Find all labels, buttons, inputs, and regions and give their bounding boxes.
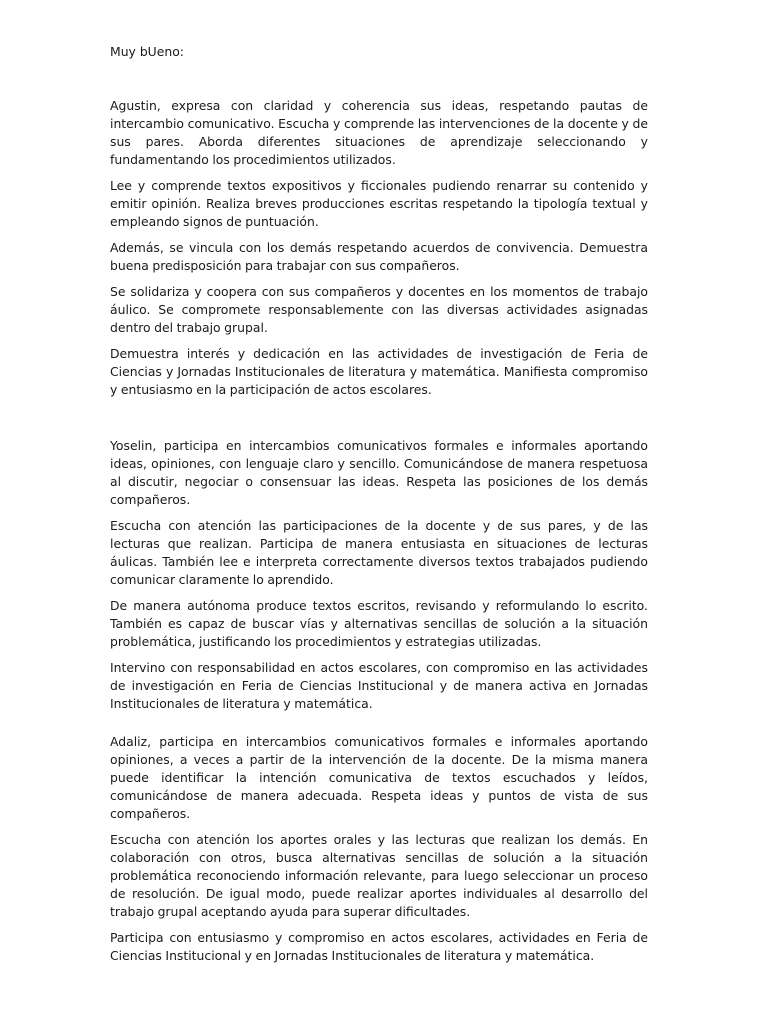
report-paragraph: Demuestra interés y dedicación en las actividades de investigación de Feria de Ciencias y Jornadas Institucionales de literatura y matemática. Manifiesta compromiso y entusiasmo en la participación de actos escolares.: [110, 346, 648, 397]
report-paragraph: Agustin, expresa con claridad y coherencia sus ideas, respetando pautas de intercambio comunicativo. Escucha y comprende las intervenciones de la docente y de sus pares. Aborda diferentes situaciones de aprendizaje seleccionando y fundamentando los procedimientos utilizados.: [110, 98, 648, 167]
student-report-adaliz: [110, 733, 648, 973]
report-paragraph: De manera autónoma produce textos escritos, revisando y reformulando lo escrito. También es capaz de buscar vías y alternativas sencillas de solución a la situación problemática, justificando los procedimientos y estrategias utilizadas.: [110, 598, 648, 649]
student-report-yoselin: [110, 437, 648, 721]
report-paragraph: Adaliz, participa en intercambios comunicativos formales e informales aportando opiniones, a veces a partir de la intervención de la docente. De la misma manera puede identificar la intención comunicativa de textos escuchados y leídos, comunicándose de manera adecuada. Respeta ideas y puntos de vista de sus compañeros.: [110, 734, 648, 821]
report-paragraph: Participa con entusiasmo y compromiso en actos escolares, actividades en Feria de Ciencias Institucional y en Jornadas Institucionales de literatura y matemática.: [110, 930, 648, 963]
report-paragraph: Lee y comprende textos expositivos y ficcionales pudiendo renarrar su contenido y emitir opinión. Realiza breves producciones escritas respetando la tipología textual y empleando signos de puntuación.: [110, 178, 648, 229]
report-paragraph: Yoselin, participa en intercambios comunicativos formales e informales aportando ideas, opiniones, con lenguaje claro y sencillo. Comunicándose de manera respetuosa al discutir, negociar o consensuar las ideas. Respeta las posiciones de los demás compañeros.: [110, 438, 648, 507]
greeting-line: Muy bUeno:: [110, 44, 184, 59]
report-paragraph: Se solidariza y coopera con sus compañeros y docentes en los momentos de trabajo áulico. Se compromete responsablemente con las diversas actividades asignadas dentro del trabajo grupal.: [110, 284, 648, 335]
report-paragraph: Escucha con atención las participaciones de la docente y de sus pares, y de las lecturas que realizan. Participa de manera entusiasta en situaciones de lecturas áulicas. También lee e interpreta correctamente diversos textos trabajados pudiendo comunicar claramente lo aprendido.: [110, 518, 648, 587]
report-paragraph: Intervino con responsabilidad en actos escolares, con compromiso en las actividades de investigación en Feria de Ciencias Institucional y de manera activa en Jornadas Institucionales de literatura y matemática.: [110, 660, 648, 711]
student-report-agustin: [110, 97, 648, 407]
report-paragraph: Escucha con atención los aportes orales y las lecturas que realizan los demás. En colaboración con otros, busca alternativas sencillas de solución a la situación problemática reconociendo información relevante, para luego seleccionar un proceso de resolución. De igual modo, puede realizar aportes individuales al desarrollo del trabajo grupal aceptando ayuda para superar dificultades.: [110, 832, 648, 919]
report-paragraph: Además, se vincula con los demás respetando acuerdos de convivencia. Demuestra buena predisposición para trabajar con sus compañeros.: [110, 240, 648, 273]
